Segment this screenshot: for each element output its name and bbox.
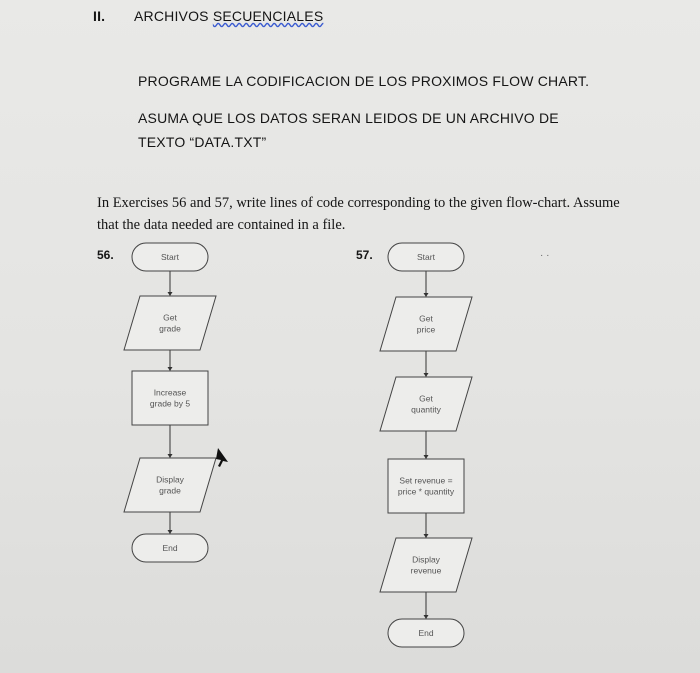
fc57-step-process-label: Set revenue = (399, 475, 453, 486)
fc57-arrowhead (424, 455, 429, 459)
fc56-step-terminal-label: Start (161, 252, 179, 262)
fc56-arrowhead (168, 367, 173, 371)
fc56-step-terminal-label: End (162, 543, 178, 553)
margin-marks: · · (540, 250, 550, 261)
fc57-arrowhead (424, 373, 429, 377)
cursor-icon (216, 448, 228, 467)
fc57-arrowhead (424, 615, 429, 619)
fc57-step-process-label: price * quantity (397, 486, 455, 497)
fc56-arrowhead (168, 530, 173, 534)
fc56-step-io-label: grade (159, 485, 181, 496)
fc57-arrowhead (424, 293, 429, 297)
section-number: II. (93, 8, 106, 24)
fc57-step-terminal-label: End (418, 628, 434, 638)
fc56-step-io-label: Display (156, 474, 184, 485)
fc56-step-io-label: grade (159, 323, 181, 334)
instruction-line-3: TEXTO “DATA.TXT” (138, 134, 267, 150)
fc57-step-io-label: quantity (411, 404, 441, 415)
fc57-step-io-label: Get (419, 393, 433, 404)
fc57-step-io-label: revenue (410, 565, 442, 576)
fc57-step-terminal-label: Start (417, 252, 435, 262)
fc56-step-io-label: Get (163, 312, 177, 323)
fc56-step-process-label: Increase (153, 387, 187, 398)
section-title-prefix: ARCHIVOS (134, 8, 209, 24)
instruction-line-2: ASUMA QUE LOS DATOS SERAN LEIDOS DE UN ARCHIVO DE (138, 110, 559, 126)
exercise-57-number: 57. (356, 248, 373, 262)
section-title-underlined: SECUENCIALES (212, 8, 324, 24)
exercise-56-number: 56. (97, 248, 114, 262)
fc57-step-io-label: price (416, 324, 436, 335)
instruction-line-1: PROGRAME LA CODIFICACION DE LOS PROXIMOS FLOW CHART. (138, 73, 590, 89)
fc57-arrowhead (424, 534, 429, 538)
fc57-step-io-label: Get (419, 313, 433, 324)
fc56-step-process-label: grade by 5 (149, 398, 191, 409)
fc56-arrowhead (168, 454, 173, 458)
fc57-step-io-label: Display (412, 554, 440, 565)
exercise-instructions: In Exercises 56 and 57, write lines of code corresponding to the given flow-chart. Assume that the data needed are contained in a file. (97, 195, 620, 233)
fc56-arrowhead (168, 292, 173, 296)
